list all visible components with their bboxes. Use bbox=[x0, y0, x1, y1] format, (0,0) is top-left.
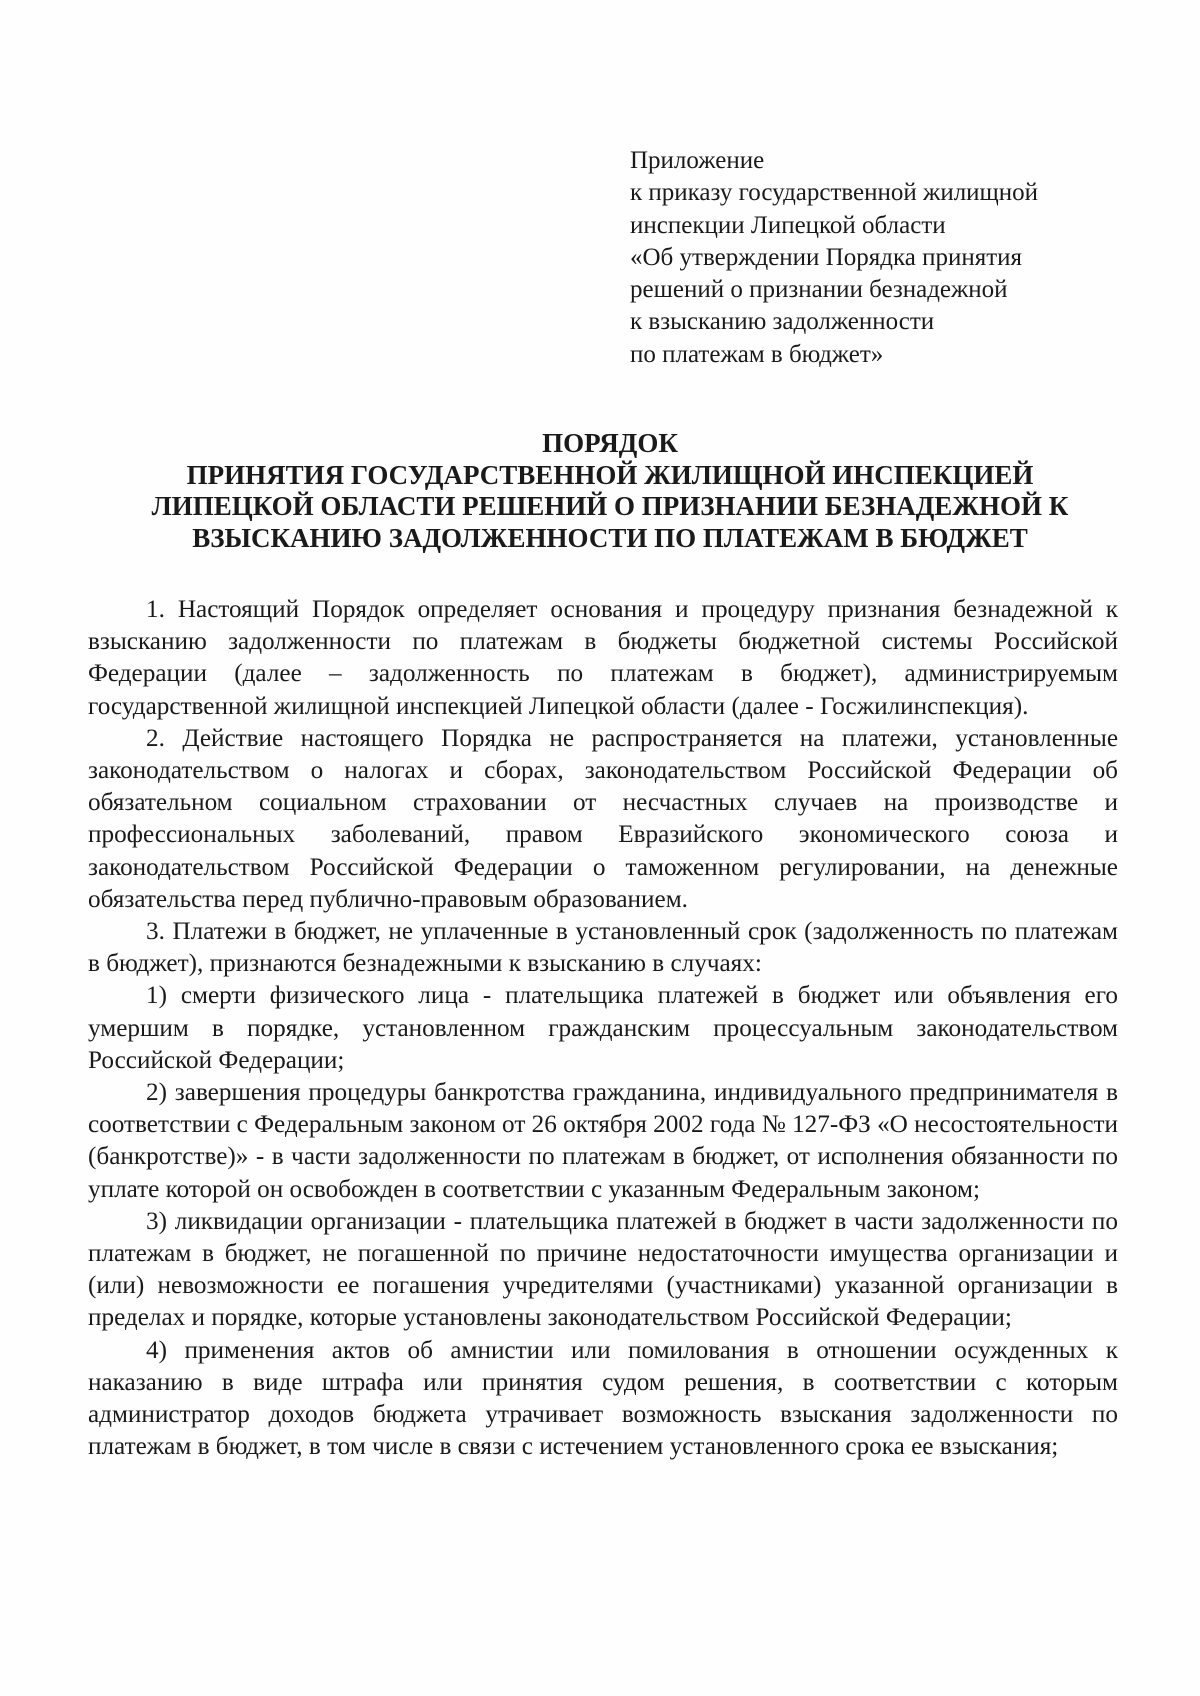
title-line: ПОРЯДОК bbox=[542, 428, 678, 458]
document-title bbox=[90, 428, 1130, 554]
appendix-line: «Об утверждении Порядка принятия bbox=[630, 243, 1023, 271]
paragraph-3: 3. Платежи в бюджет, не уплаченные в установленный срок (задолженность по платежам в бюджет), признаются безнадежными к взысканию в случаях: bbox=[88, 918, 1118, 978]
appendix-line: инспекции Липецкой области bbox=[630, 211, 946, 239]
subitem-4: 4) применения актов об амнистии или помилования в отношении осужденных к наказанию в виде штрафа или принятия судом решения, в соответствии с которым администратор доходов бюджета утрачивает возможность взыскания задолженности по платежам в бюджет, в том числе в связи с истечением установленного срока ее взыскания; bbox=[88, 1336, 1118, 1461]
appendix-line: к приказу государственной жилищной bbox=[630, 179, 1039, 207]
appendix-line: Приложение bbox=[630, 147, 765, 174]
appendix-line: по платежам в бюджет» bbox=[630, 340, 884, 368]
appendix-line: к взысканию задолженности bbox=[630, 308, 935, 336]
title-line: ВЗЫСКАНИЮ ЗАДОЛЖЕННОСТИ ПО ПЛАТЕЖАМ В БЮДЖЕТ bbox=[192, 522, 1028, 553]
paragraph-1: 1. Настоящий Порядок определяет основания и процедуру признания безнадежной к взысканию задолженности по платежам в бюджеты бюджетной системы Российской Федерации (далее – задолженность по платежам в бюджет), администрируемым государственной жилищной инспекцией Липецкой области (далее - Госжилинспекция). bbox=[88, 596, 1118, 720]
subitem-2: 2) завершения процедуры банкротства гражданина, индивидуального предпринимателя в соответствии с Федеральным законом от 26 октября 2002 года № 127-ФЗ «О несостоятельности (банкротстве)» - в части задолженности по платежам в бюджет, от исполнения обязанности по уплате которой он освобожден в соответствии с указанным Федеральным законом; bbox=[88, 1079, 1118, 1203]
appendix-line: решений о признании безнадежной bbox=[630, 276, 1008, 304]
title-line: ЛИПЕЦКОЙ ОБЛАСТИ РЕШЕНИЙ О ПРИЗНАНИИ БЕЗНАДЕЖНОЙ К bbox=[151, 491, 1069, 521]
subitem-3: 3) ликвидации организации - плательщика платежей в бюджет в части задолженности по платежам в бюджет, не погашенной по причине недостаточности имущества организации и (или) невозможности ее погашения учредителями (участниками) указанной организации в пределах и порядке, которые установлены законодательством Российской Федерации; bbox=[88, 1207, 1118, 1332]
appendix-block bbox=[630, 145, 1150, 371]
document-body bbox=[88, 594, 1118, 1463]
subitem-1: 1) смерти физического лица - плательщика платежей в бюджет или объявления его умершим в порядке, установленном гражданским процессуальным законодательством Российской Федерации; bbox=[88, 982, 1118, 1074]
paragraph-2: 2. Действие настоящего Порядка не распространяется на платежи, установленные законодательством о налогах и сборах, законодательством Российской Федерации об обязательном социальном страховании от несчастных случаев на производстве и профессиональных заболеваний, правом Евразийского экономического союза и законодательством Российской Федерации о таможенном регулировании, на денежные обязательства перед публично-правовым образованием. bbox=[88, 724, 1118, 913]
title-line: ПРИНЯТИЯ ГОСУДАРСТВЕННОЙ ЖИЛИЩНОЙ ИНСПЕКЦИЕЙ bbox=[186, 459, 1034, 490]
